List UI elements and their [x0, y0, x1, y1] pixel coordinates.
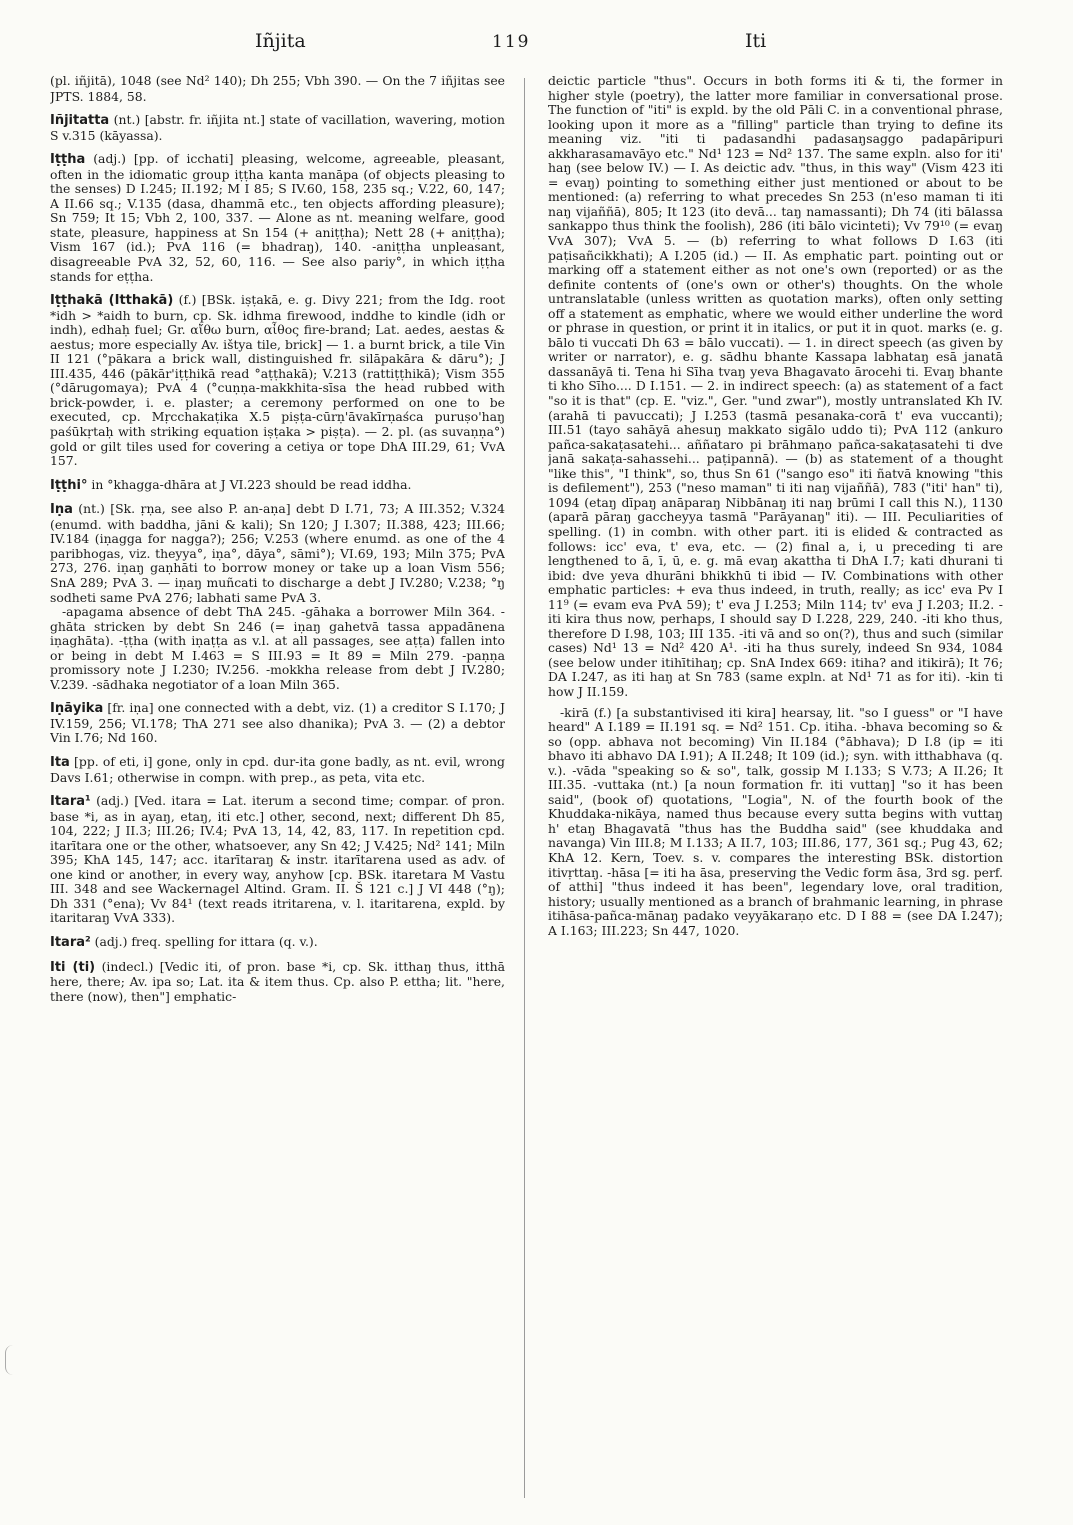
entry-body: (nt.) [abstr. fr. iñjita nt.] state of vacillation, wavering, motion S v.315 (kāyassa).	[50, 112, 505, 143]
left-guide-word: Iñjita	[255, 30, 306, 52]
entry-body: (adj.) [pp. of icchati] pleasing, welcome, agreeable, pleasant, often in the idiomatic group iṭṭha kanta manāpa (of objects pleasing to the senses) D I.245; II.192; M I 85; S IV.60, 158, 235 sq.; V.22, 60, 147; A II.66 sq.; V.135 (dasa, dhammā etc., ten objects affording pleasure); Sn 759; It 15; Vbh 2, 100, 337. — Alone as nt. meaning welfare, good state, pleasure, happiness at Sn 154 (+ aniṭṭha); Nett 28 (+ aniṭṭha); Vism 167 (id.); PvA 116 (= bhadraŋ), 140. -aniṭṭha unpleasant, disagreeable PvA 32, 52, 60, 116. — See also pariy°, in which iṭṭha stands for eṭṭha.	[50, 151, 505, 284]
compound-subentries	[50, 605, 505, 692]
entry-body: (adj.) freq. spelling for ittara (q. v.).	[90, 933, 318, 949]
dictionary-entry	[50, 794, 505, 926]
entry-body: (pl. iñjitā), 1048 (see Nd² 140); Dh 255; Vbh 390. — On the 7 iñjitas see JPTS. 1884, 58.	[50, 74, 505, 104]
headword: Ita	[50, 754, 70, 770]
left-column	[50, 74, 505, 1514]
running-head	[40, 30, 1033, 58]
column-divider	[524, 78, 525, 1498]
headword: Itara²	[50, 934, 91, 950]
dictionary-entry	[50, 478, 505, 494]
dictionary-entry	[50, 113, 505, 143]
page-number: 119	[492, 32, 531, 52]
dictionary-entry	[50, 152, 505, 284]
dictionary-entry	[50, 293, 505, 469]
dictionary-entry	[50, 502, 505, 605]
headword: Iṇa	[50, 502, 73, 518]
entry-body: (nt.) [Sk. ṛṇa, see also P. an-aṇa] debt D I.71, 73; A III.352; V.324 (enumd. with baddha, jāni & kali); Sn 120; J I.307; II.388, 423; III.66; IV.184 (iṇagga for nagga?); 256; V.253 (where enumd. as one of the 4 paribhogas, viz. theyya°, iṇa°, dāya°, sāmi°); VI.69, 193; Miln 375; PvA 273, 276. iṇaŋ gaṇhāti to borrow money or take up a loan Vism 556; SnA 289; PvA 3. — iṇaŋ muñcati to discharge a debt J IV.280; V.238; °ŋ sodheti same PvA 276; labhati same PvA 3.	[50, 501, 505, 605]
entry-body: [pp. of eti, i] gone, only in cpd. dur-ita gone badly, as nt. evil, wrong Davs I.61; otherwise in compn. with prep., as peta, vita etc.	[50, 753, 505, 785]
headword: Itara¹	[50, 794, 91, 810]
dictionary-entry	[50, 935, 505, 951]
entry-body: in °khagga-dhāra at J VI.223 should be read iddha.	[87, 476, 412, 492]
headword: Iṭṭhakā (Itthakā)	[50, 293, 174, 309]
compound-subentries: -kirā (f.) [a substantivised iti kira] hearsay, lit. "so I guess" or "I have heard" A I.189 = II.191 sq. = Nd² 151. Cp. itiha. -bhava becoming so & so (opp. abhava not becoming) Vin II.184 (°ābhava); D I.8 (ip = iti bhavo iti abhavo DA I.91); A II.248; It 109 (id.); syn. with itthabhava (q. v.). -vāda "speaking so & so", talk, gossip M I.133; S V.73; A II.26; It III.35. -vuttaka (nt.) [a noun formation fr. iti vuttaŋ] "so it has been said", (book of) quotations, "Logia", N. of the fourth book of the Khuddaka-nikāya, named thus because every sutta begins with vuttaŋ h' etaŋ Bhagavatā "thus has the Buddha said" (see khuddaka and navanga) Vin III.8; M I.133; A II.7, 103; III.86, 177, 361 sq.; Pug 43, 62; KhA 12. Kern, Toev. s. v. compares the interesting BSk. distortion itivṛttaŋ. -hāsa [= iti ha āsa, preserving the Vedic form āsa, 3rd sg. perf. of atthi] "thus indeed it has been", legendary love, oral tradition, history; usually mentioned as a branch of brahmanic learning, in phrase itihāsa-pañca-mānaŋ padako veyyākaraṇo etc. D I 88 = (see DA I.247); A I.163; III.223; Sn 447, 1020.	[548, 704, 1003, 938]
headword: Iti (ti)	[50, 959, 96, 975]
headword: Iṭṭha	[50, 152, 86, 168]
entry-continuation: deictic particle "thus". Occurs in both forms iti & ti, the former in higher style (poetry), the latter more familiar in conversational prose. The function of "iti" is expld. by the old Pāli C. in a conventional phrase, looking upon it more as a "filling" particle than trying to define its meaning viz. "iti ti padasandhi padasaŋsaggo padapāripuri akkharasamavāyo etc." Nd¹ 123 = Nd² 137. The same expln. also for iti' haŋ (see below IV.) — I. As deictic adv. "thus, in this way" (Vism 423 iti = evaŋ) pointing to something either just mentioned or about to be mentioned: (a) referring to what precedes Sn 253 (n'eso maman ti iti naŋ vijaññā), 805; It 123 (ito devā... taŋ namassanti); Dh 74 (iti bālassa sankappo thus think the foolish), 286 (iti bālo vicinteti); Vv 79¹⁰ (= evaŋ VvA 307); VvA 5. — (b) referring to what follows D I.63 (iti paṭisañcikkhati); A I.205 (id.) — II. As emphatic part. pointing out or marking off a statement either as not one's own (reported) or as the definite contents of (one's own or other's) thoughts. On the whole untranslatable (unless written as quotation marks), often only setting off a statement as emphatic, where we would either underline the word or phrase in question, or print it in italics, or put it in quot. marks (e. g. bālo ti vuccati Dh 63 = bālo vuccati). — 1. in direct speech (as given by writer or narrator), e. g. sādhu bhante Kassapa labhataŋ esā janatā dassanāyā ti. Tena hi Sīha tvaŋ yeva Bhagavato ārocehi ti. Evaŋ bhante ti kho Sīho.... D I.151. — 2. in indirect speech: (a) as statement of a fact "so it is that" (cp. E. "viz.", Ger. "und zwar"), mostly untranslated Kh IV. (arahā ti pavuccati); J I.253 (tasmā pesanaka-corā t' eva vuccanti); III.51 (tayo sahāyā ahesuŋ makkato sigālo uddo ti); PvA 112 (ankuro pañca-sakaṭasatehi... aññataro pi brāhmaṇo pañca-sakaṭasatehi ti dve janā sakaṭa-sahassehi... paṭipannā). — (b) as statement of a thought "like this", "I think", so, thus Sn 61 ("sango eso" iti ñatvā knowing "this is defilement"), 253 ("neso maman" ti iti naŋ vijaññā), 783 ("iti' han" ti), 1094 (etaŋ dīpaŋ anāparaŋ Nibbānaŋ iti naŋ brūmi I call this N.), 1130 (aparā pāraŋ gaccheyya tasmā "Parāyanaŋ" iti). — III. Peculiarities of spelling. (1) in combn. with other part. iti is elided & contracted as follows: icc' eva, t' eva, etc. — (2) final a, i, u preceding ti are lengthened to ā, ī, ū, e. g. mā evaŋ akattha ti DhA I.7; kati dhurani ti ibid: dve yeva dhurāni bhikkhū ti ibid — IV. Combinations with other emphatic particles: + eva thus indeed, in truth, really; as icc' eva Pv I 11⁹ (= evam eva PvA 59); t' eva J I.253; Miln 114; tv' eva J I.203; II.2. -iti kira thus now, perhaps, I should say D I.228, 229, 240. -iti kho thus, therefore D I.98, 103; III 135. -iti vā and so on(?), thus and such (similar cases) Nd¹ 13 = Nd² 420 A¹. -iti ha thus surely, indeed Sn 934, 1084 (see below under itihītihaŋ; cp. SnA Index 669: itiha? and itikirā); It 76; DA I.247, as iti haŋ at Sn 783 (same expln. at Nd¹ 71 as for iti). -kin ti how J II.159.	[548, 74, 1003, 699]
right-column	[548, 74, 1003, 1514]
right-guide-word: Iti	[745, 30, 767, 52]
entry-body: [fr. iṇa] one connected with a debt, viz. (1) a creditor S I.170; J IV.159, 256; VI.178; ThA 271 see also dhanika); PvA 3. — (2) a debtor Vin I.76; Nd 160.	[50, 700, 505, 746]
entry-body: (indecl.) [Vedic iti, of pron. base *i, cp. Sk. itthaŋ thus, itthā here, there; Av. ipa so; Lat. ita & item thus. Cp. also P. ettha; lit. "here, there (now), then"] emphatic-	[50, 958, 505, 1004]
headword: Iṇāyika	[50, 701, 104, 717]
entry-body: -apagama absence of debt ThA 245. -gāhaka a borrower Miln 364. -ghāta stricken by debt Sn 246 (= iṇaŋ gahetvā tassa appadānena iṇaghāta). -ṭṭha (with iṇaṭṭa as v.l. at all passages, see aṭṭa) fallen into or being in debt M I.463 = S III.93 = It 89 = Miln 279. -paṇṇa promissory note J I.230; IV.256. -mokkha release from debt J IV.280; V.239. -sādhaka negotiator of a loan Miln 365.	[50, 604, 505, 692]
entry-body: (f.) [BSk. iṣṭakā, e. g. Divy 221; from the Idg. root *idh > *aidh to burn, cp. Sk. idhma firewood, inddhe to kindle (idh or indh), edhaḥ fuel; Gr. αἴθω burn, αἶθος fire-brand; Lat. aedes, aestas & aestus; more especially Av. ištya tile, brick] — 1. a burnt brick, a tile Vin II 121 (°pākara a brick wall, distinguished fr. silāpakāra & dāru°); J III.435, 446 (pākār'iṭṭhikā read °aṭṭhakā); V.213 (rattiṭṭhikā); Vism 355 (°dārugomaya); PvA 4 (°cuṇṇa-makkhita-sīsa the head rubbed with brick-powder, i. e. plaster; a ceremony performed on one to be executed, cp. Mṛcchakaṭika X.5 piṣṭa-cūrṇ'āvakīrṇaśca puruṣo'haŋ paśūkṛtaḥ with striking equation iṣṭaka > piṣṭa). — 2. pl. (as suvaṇṇa°) gold or gilt tiles used for covering a cetiya or tope DhA III.29, 61; VvA 157.	[50, 292, 505, 469]
dictionary-entry	[50, 74, 505, 104]
dictionary-entry	[50, 701, 505, 746]
headword: Iṭṭhi°	[50, 477, 88, 493]
headword: Iñjitatta	[50, 113, 110, 129]
dictionary-entry	[50, 960, 505, 1005]
entry-body: (adj.) [Ved. itara = Lat. iterum a second time; compar. of pron. base *i, as in ayaŋ, etaŋ, iti etc.] other, second, next; different Dh 85, 104, 222; J II.3; III.26; IV.4; PvA 13, 14, 42, 83, 117. In repetition cpd. itarītara one or the other, whatsoever, any Sn 42; J V.425; Nd² 141; Miln 395; KhA 145, 147; acc. itarītaraŋ & instr. itarītarena used as adv. of one kind or another, in every way, anyhow [cp. BSk. itaretara M Vastu III. 348 and see Wackernagel Altind. Gram. II. Š 121 c.] J VI 448 (°ŋ); Dh 331 (°ena); Vv 84¹ (text reads itritarena, v. l. itaritarena, expld. by itaritaraŋ VvA 333).	[50, 793, 505, 926]
dictionary-entry	[50, 755, 505, 785]
margin-mark	[5, 1345, 20, 1375]
